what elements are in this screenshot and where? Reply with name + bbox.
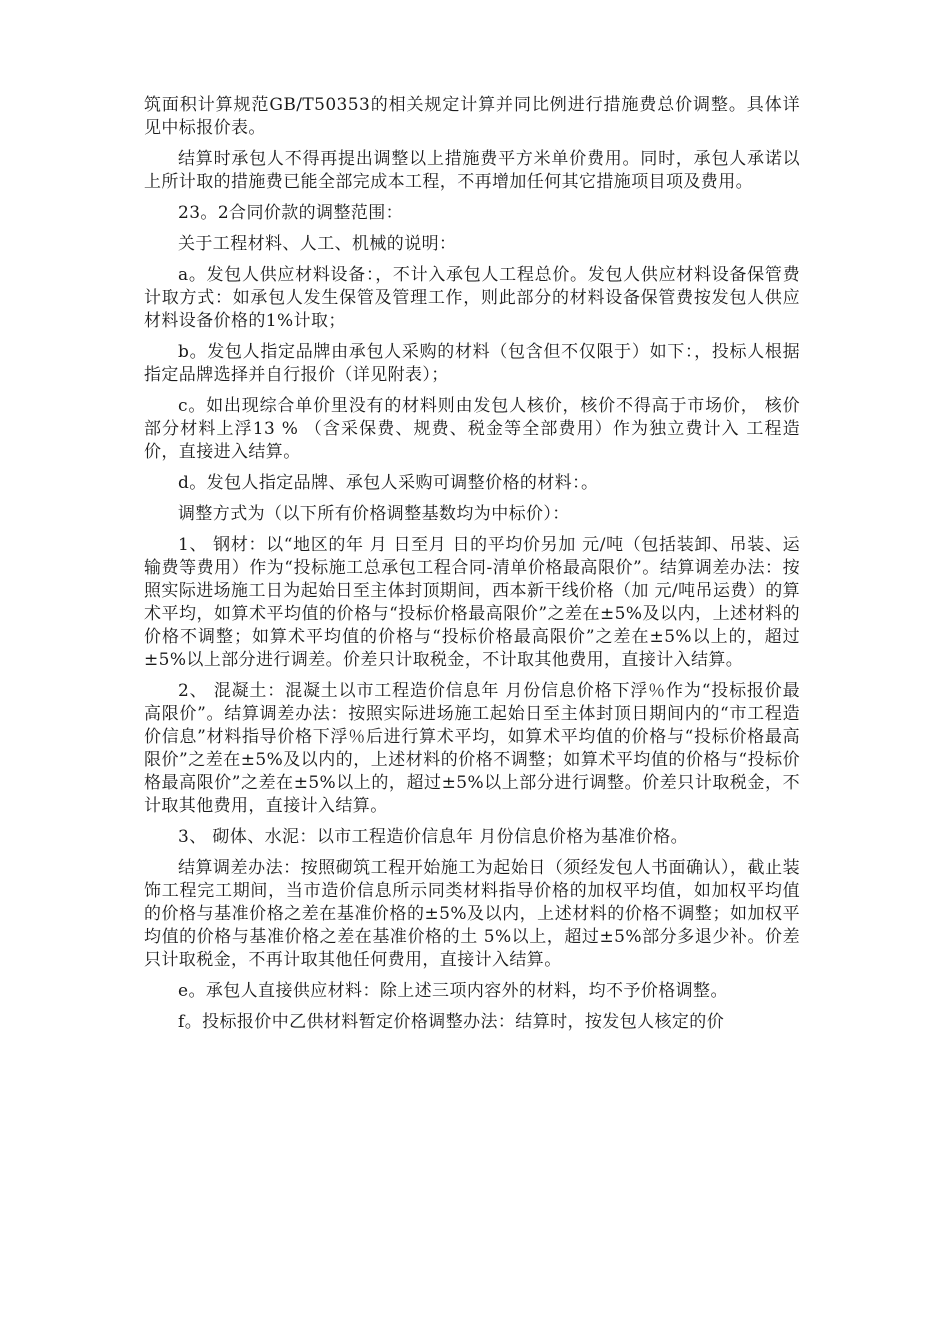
item-masonry-cement: 3、 砌体、水泥：以市工程造价信息年 月份信息价格为基准价格。 bbox=[178, 827, 689, 847]
document-page bbox=[144, 94, 800, 1042]
adjustment-method-intro: 调整方式为（以下所有价格调整基数均为中标价）： bbox=[178, 504, 570, 524]
section-heading-23-2: 23。2合同价款的调整范围： bbox=[178, 203, 404, 223]
item-concrete: 2、 混凝土：混凝土以市工程造价信息年 月份信息价格下浮％作为“投标报价最高限价”。结算调差办法：按照实际进场施工起始日至主体封顶日期间内的“市工程造价信息”材料指导价格下浮％后进行算术平均，如算术平均值的价格与“投标价格最高限价”之差在±5%及以内的，上述材料的价格不调整；如算术平均值的价格与“投标价格最高限价”之差在±5%以上的，超过±5%以上部分进行调整。价差只计取税金，不计取其他费用，直接计入结算。 bbox=[144, 681, 800, 816]
item-b: b。发包人指定品牌由承包人采购的材料（包含但不仅限于）如下：，投标人根据指定品牌选择并自行报价（详见附表）； bbox=[144, 342, 800, 385]
item-f: f。投标报价中乙供材料暂定价格调整办法：结算时，按发包人核定的价 bbox=[178, 1012, 725, 1032]
item-c: c。如出现综合单价里没有的材料则由发包人核价，核价不得高于市场价， 核价部分材料上浮13 % （含采保费、规费、税金等全部费用）作为独立费计入 工程造价，直接进入结算。 bbox=[144, 396, 800, 462]
paragraph-masonry-settlement: 结算调差办法：按照砌筑工程开始施工为起始日（须经发包人书面确认），截止装饰工程完工期间，当市造价信息所示同类材料指导价格的加权平均值，如加权平均值的价格与基准价格之差在基准价格的±5%及以内，上述材料的价格不调整；如加权平均值的价格与基准价格之差在基准价格的土 5%以上，超过±5%部分多退少补。价差只计取税金，不再计取其他任何费用，直接计入结算。 bbox=[144, 858, 800, 970]
item-d: d。发包人指定品牌、承包人采购可调整价格的材料：。 bbox=[178, 473, 599, 493]
item-e: e。承包人直接供应材料：除上述三项内容外的材料，均不予价格调整。 bbox=[178, 981, 728, 1001]
paragraph-settlement-note: 结算时承包人不得再提出调整以上措施费平方米单价费用。同时，承包人承诺以上所计取的措施费已能全部完成本工程，不再增加任何其它措施项目项及费用。 bbox=[144, 149, 800, 192]
item-steel: 1、 钢材：以“地区的年 月 日至月 日的平均价另加 元/吨（包括装卸、吊装、运输费等费用）作为“投标施工总承包工程合同-清单价格最高限价”。结算调差办法：按照实际进场施工日为起始日至主体封顶期间，西本新干线价格（加 元/吨吊运费）的算术平均，如算术平均值的价格与“投标价格最高限价”之差在±5%及以内，上述材料的价格不调整；如算术平均值的价格与“投标价格最高限价”之差在±5%以上的，超过±5%以上部分进行调差。价差只计取税金，不计取其他费用，直接计入结算。 bbox=[144, 535, 800, 670]
item-a: a。发包人供应材料设备：，不计入承包人工程总价。发包人供应材料设备保管费计取方式：如承包人发生保管及管理工作，则此部分的材料设备保管费按发包人供应材料设备价格的1%计取； bbox=[144, 265, 800, 331]
paragraph-continuation: 筑面积计算规范GB/T50353的相关规定计算并同比例进行措施费总价调整。具体详见中标报价表。 bbox=[144, 95, 800, 138]
paragraph-materials-intro: 关于工程材料、人工、机械的说明： bbox=[178, 234, 457, 254]
